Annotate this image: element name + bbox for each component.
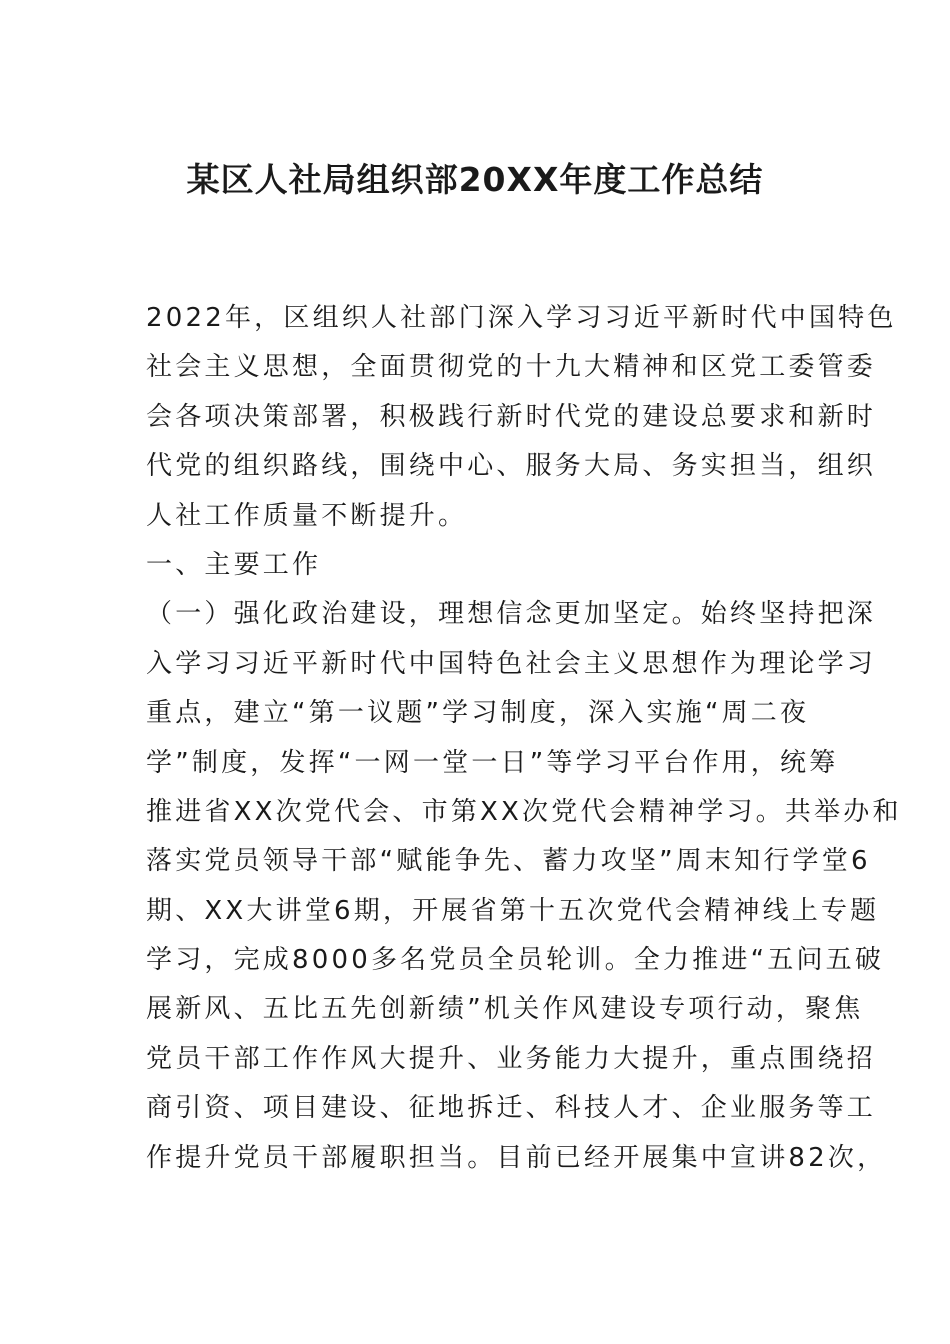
paragraph-line: 学”制度，发挥“一网一堂一日”等学习平台作用，统筹 — [146, 747, 839, 778]
paragraph-line: 社会主义思想，全面贯彻党的十九大精神和区党工委管委 — [146, 352, 877, 383]
paragraph-line: 期、XX大讲堂6期，开展省第十五次党代会精神线上专题 — [146, 895, 880, 926]
paragraph-line: 重点，建立“第一议题”学习制度，深入实施“周二夜 — [146, 698, 810, 729]
document-body — [146, 294, 902, 1183]
paragraph-line: 人社工作质量不断提升。 — [146, 500, 468, 531]
paragraph-line: 代党的组织路线，围绕中心、服务大局、务实担当，组织 — [146, 451, 877, 482]
paragraph-line: （一）强化政治建设，理想信念更加坚定。始终坚持把深 — [146, 599, 877, 630]
paragraph-line: 2022年，区组织人社部门深入学习习近平新时代中国特色 — [146, 303, 897, 333]
paragraph-line: 学习，完成8000多名党员全员轮训。全力推进“五问五破 — [146, 945, 885, 976]
paragraph-line: 作提升党员干部履职担当。目前已经开展集中宣讲82次， — [146, 1142, 887, 1173]
paragraph-line: 入学习习近平新时代中国特色社会主义思想作为理论学习 — [146, 648, 877, 679]
paragraph-line: 会各项决策部署，积极践行新时代党的建设总要求和新时 — [146, 401, 877, 432]
paragraph-line: 展新风、五比五先创新绩”机关作风建设专项行动，聚焦 — [146, 994, 864, 1025]
document-title: 某区人社局组织部20XX年度工作总结 — [186, 160, 764, 199]
section-heading: 一、主要工作 — [146, 549, 322, 580]
paragraph-line: 商引资、项目建设、征地拆迁、科技人才、企业服务等工 — [146, 1093, 877, 1124]
paragraph-line: 党员干部工作作风大提升、业务能力大提升，重点围绕招 — [146, 1043, 877, 1074]
paragraph-line: 推进省XX次党代会、市第XX次党代会精神学习。共举办和 — [146, 796, 902, 827]
paragraph-line: 落实党员领导干部“赋能争先、蓄力攻坚”周末知行学堂6 — [146, 846, 871, 877]
